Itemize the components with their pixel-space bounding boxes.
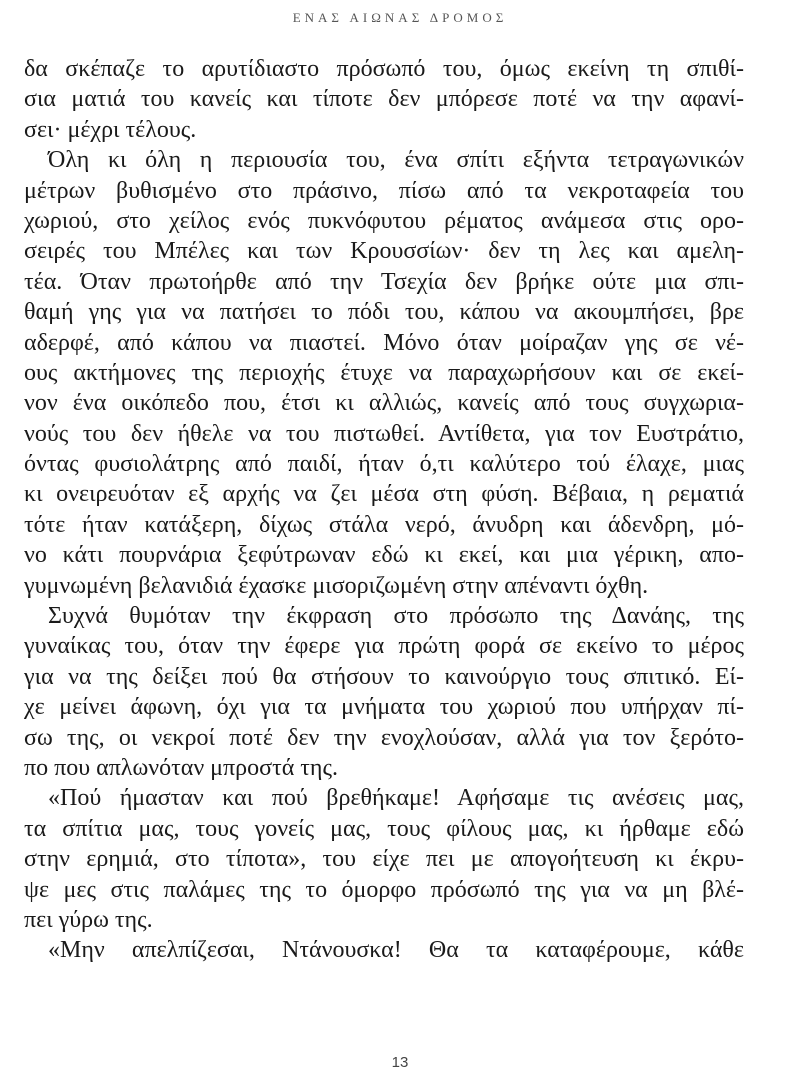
text-line: στην ερημιά, στο τίποτα», του είχε πει με απογοήτευση κι έκρυ- [24,846,744,873]
text-line: «Μην απελπίζεσαι, Ντάνουσκα! Θα τα καταφέρουμε, κάθε [48,937,744,964]
text-line: σει· μέχρι τέλους. [24,116,197,143]
text-line: κι ονειρευόταν εξ αρχής να ζει μέσα στη φύση. Βέβαια, η ρεματιά [24,481,744,508]
text-line: χωριού, στο χείλος ενός πυκνόφυτου ρέματος ανάμεσα στις ορο- [24,207,744,234]
text-line: νούς του δεν ήθελε να του πιστωθεί. Αντίθετα, για τον Ευστράτιο, [24,420,744,447]
text-line: δα σκέπαζε το αρυτίδιαστο πρόσωπό του, όμως εκείνη τη σπιθί- [24,56,744,82]
text-line: τα σπίτια μας, τους γονείς μας, τους φίλους μας, κι ήρθαμε εδώ [24,815,744,842]
text-line: τότε ήταν κατάξερη, δίχως στάλα νερό, άνυδρη και άδενδρη, μό- [24,511,744,538]
text-line: αδερφέ, από κάπου να πιαστεί. Μόνο όταν μοίραζαν γης σε νέ- [24,329,744,356]
text-line: γυμνωμένη βελανιδιά έχασκε μισοριζωμένη στην απέναντι όχθη. [24,572,649,599]
paragraph [24,145,744,601]
text-line: χε μείνει άφωνη, όχι για τα μνήματα του χωριού που υπήρχαν πί- [24,694,744,721]
text-line: θαμή γης για να πατήσει το πόδι του, κάπου να ακουμπήσει, βρε [24,299,744,326]
text-line: ψε μες στις παλάμες της το όμορφο πρόσωπό της για να μη βλέ- [24,876,744,903]
text-line: «Πού ήμασταν και πού βρεθήκαμε! Αφήσαμε τις ανέσεις μας, [48,785,744,812]
text-line: πει γύρω της. [24,906,153,933]
paragraph [24,601,744,783]
page-number: 13 [391,1054,409,1071]
text-line: για να της δείξει πού θα στήσουν το καινούργιο τους σπιτικό. Εί- [24,663,744,690]
paragraph [24,54,744,145]
text-line: τέα. Όταν πρωτοήρθε από την Τσεχία δεν βρήκε ούτε μια σπι- [24,268,744,295]
text-line: γυναίκας του, όταν την έφερε για πρώτη φορά σε εκείνο το μέρος [24,633,744,660]
text-line: σω της, οι νεκροί ποτέ δεν την ενοχλούσαν, αλλά για τον ξερότο- [24,724,744,751]
text-line: νο κάτι πουρνάρια ξεφύτρωναν εδώ κι εκεί, και μια γέρικη, απο- [24,542,744,569]
text-line: Όλη κι όλη η περιουσία του, ένα σπίτι εξήντα τετραγωνικών [48,147,744,174]
text-line: Συχνά θυμόταν την έκφραση στο πρόσωπο της Δανάης, της [48,603,744,630]
page-body [24,54,744,966]
text-line: νον ένα οικόπεδο που, έτσι κι αλλιώς, κανείς από τους συγχωρια- [24,390,744,417]
text-line: σειρές του Μπέλες και των Κρουσσίων· δεν τη λες και αμελη- [24,238,744,265]
text-line: πο που απλωνόταν μπροστά της. [24,754,338,781]
paragraph [24,783,744,935]
text-line: όντας φυσιολάτρης από παιδί, ήταν ό,τι καλύτερο τού έλαχε, μιας [24,451,744,478]
text-line: ους ακτήμονες της περιοχής έτυχε να παραχωρήσουν και σε εκεί- [24,359,744,386]
paragraph [24,935,744,965]
text-line: μέτρων βυθισμένο στο πράσινο, πίσω από τα νεκροταφεία του [24,177,744,204]
running-head: ΕΝΑΣ ΑΙΩΝΑΣ ΔΡΟΜΟΣ [292,10,508,25]
text-line: σια ματιά του κανείς και τίποτε δεν μπόρεσε ποτέ να την αφανί- [24,86,744,113]
